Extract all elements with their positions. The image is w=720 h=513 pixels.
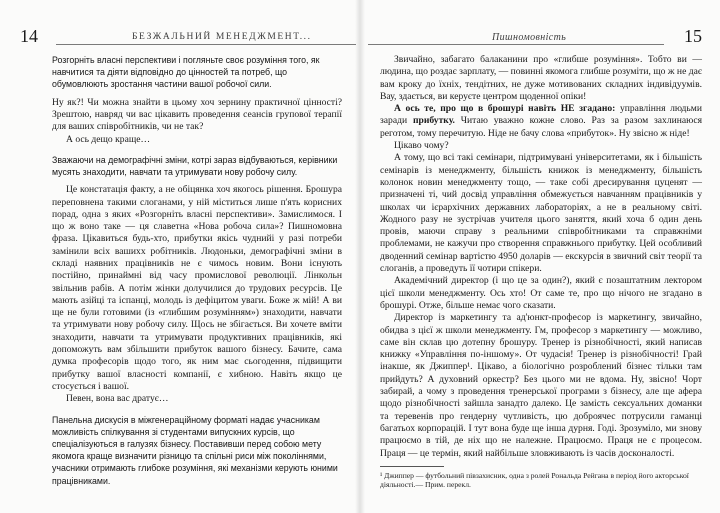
brochure-quote: Панельна дискусія в міжгенераційному форматі надає учасникам можливість спілкування зі студентами випускних курсів, що спеціалізуються в галузях бізнесу. Поставивши перед собою мету якомога краще визначити різницю та спільні риси між поколіннями, учасники отримають глибоке розуміння, які механізми керують юними працівниками. <box>52 414 338 486</box>
brochure-quote: Зважаючи на демографічні зміни, котрі зараз відбуваються, керівники мусять знаходити, навчати та утримувати нову робочу силу. <box>52 154 338 177</box>
text-column <box>380 54 702 490</box>
page-number: 15 <box>684 26 702 46</box>
paragraph <box>380 103 702 140</box>
right-page <box>360 0 720 513</box>
paragraph: А тому, що всі такі семінари, підтримувані університетами, як і більшість семінарів із менеджменту, більшість книжок із менеджменту, більшість колонок новин менеджменту тощо, — таке собі дресирування цуценят — призначені ті, чий досвід управління обмежується навчанням працівників у школах чи ієрархічних державних лабораторіях, а не в реальному світі. Жодного разу не зустрічав учителя цього заняття, який хоча б один день провів, маючи справу з реальними співробітниками та справжніми проблемами, не кажучи про створення справжнього прибутку. Цей особливий дводенний семінар вартістю 4950 доларів — екскурсія в звичний світ теорії та слоганів, а проведуть її чотири спікери. <box>380 152 702 275</box>
footnote-rule <box>380 466 444 467</box>
paragraph: Директор із маркетингу та ад'юнкт-професор із маркетингу, звичайно, обидва з цієї ж школи менеджменту. Гм, професор з маркетингу — можливо, саме він склав цю дотепну брошуру. Тренер із різнобічності, який написав книжку «Управління по-іншому». От чудасія! Тренер із різнобічності! Грай інакше, як Джиппер¹. Цікаво, а біологічно розроблений бізнес тільки там прийдуть? А духовний оркестр? Без цього ми не вдома. Ну, звісно! Чорт забирай, а чому з проведення тренерської програми з бізнесу, але ще афера щодо різнобічності зайшла занадто далеко. Це замість сексуальних доманки та теревенів про гендерну чутливість, цю доброячес потрусили гаманці багатьох корпорацій. І тут вона буде ще інша дурня. Годі. Зрозуміло, ми знову працюємо в тій, де ніх що не належне. Працюємо. Праця не є процесом. Праця — це термін, який найбільше зловживають із часів досконалості. <box>380 312 702 459</box>
paragraph: Ну як?! Чи можна знайти в цьому хоч зернину практичної цінності? Зрештою, навряд чи вас цікавить проведення сеансів групової терапії для ваших співробітників, чи не так? <box>52 96 342 133</box>
running-head: Пишномовність <box>492 32 567 43</box>
paragraph: Академічний директор (і що це за один?), який є позаштатним лектором цієї школи менеджменту. Ось хто! От саме те, про що нічого не згадано в брошурі. Отже, більше немає чого сказати. <box>380 275 702 311</box>
brochure-quote: Розгорніть власні перспективи і погляньте своє розуміння того, як навчитися та діяти відповідно до цінностей та потреб, що обумовлюють зростання частини вашої робочої сили. <box>52 55 320 90</box>
paragraph: А ось дещо краще… <box>66 133 151 145</box>
header-rule <box>368 44 664 45</box>
header-rule <box>56 44 356 45</box>
paragraph: Це констатація факту, а не обіцянка хоч якогось рішення. Брошура переповнена такими слоганами, у ній міститься лише п'ять корисних порад, одна з яких «Розгорніть власні перспективи». Замислимося. І що ж воно таке — ця славетна «Нова робоча сила»? Пишномовна фраза. Цікавиться будь-хто, прибутки якісь чуднийі у разі потреби замінили всіх вашихх робітників. Людоньки, демографічні зміни в складі наявних працівників не є чимось новим. Вони існують постійно, принаймні від часу промислової революції. Лінкольн звільнив рабів. А потім жінки долучилися до трудових ресурсів. Це мають азійці та іспанці, молодь із дефіцитом уваги. Боже ж мій! А ви ще не були готовими (із «глибшим розумінням») знаходити, навчати та утримувати нову робочу силу. Щось не збігається. Ви хочете вміти знаходити, навчати та утримувати продуктивних працівників, які допоможуть вам збільшити прибуток вашого бізнесу. Бачите, сама думка професорів щодо того, як ним має сьогодення, підвищити прибутку вашої власності компанії, є хибною. Навіть якщо це стосується і вашої. <box>52 184 342 392</box>
bold-phrase: прибутку. <box>412 115 455 127</box>
paragraph: Цікаво чому? <box>394 140 449 152</box>
text-span: управління людьми заради <box>380 103 703 127</box>
bold-phrase: А ось те, про що в брошурі навіть НЕ згадано: <box>394 103 616 115</box>
running-head: БЕЗЖАЛЬНИЙ МЕНЕДЖМЕНТ... <box>132 32 312 42</box>
text-column <box>52 54 342 493</box>
page-number: 14 <box>20 26 38 46</box>
paragraph: Звичайно, забагато балаканини про «глибше розуміння». Тобто ви — людина, що роздає зарплату, — повинні якомога глибше розуміти, що ж не дає вам кроку до їхніх, тендітних, не дуже мотивованих складних індивідуумів. Вау, здається, ви керуєте центром щоденної опіки! <box>380 54 702 102</box>
footnote: ¹ Джиппер — футбольний півзахисник, одна з ролей Рональда Рейгана в період його акторської діяльності.— Прим. перекл. <box>380 470 689 490</box>
text-span: Читаю уважно кожне слово. Раз за разом захлинаюся реготом, тому перечитую. Ніде не бачу слова «прибуток». Ну звісно ж ніде! <box>380 115 702 139</box>
paragraph: Певен, вона вас дратує… <box>66 393 169 405</box>
